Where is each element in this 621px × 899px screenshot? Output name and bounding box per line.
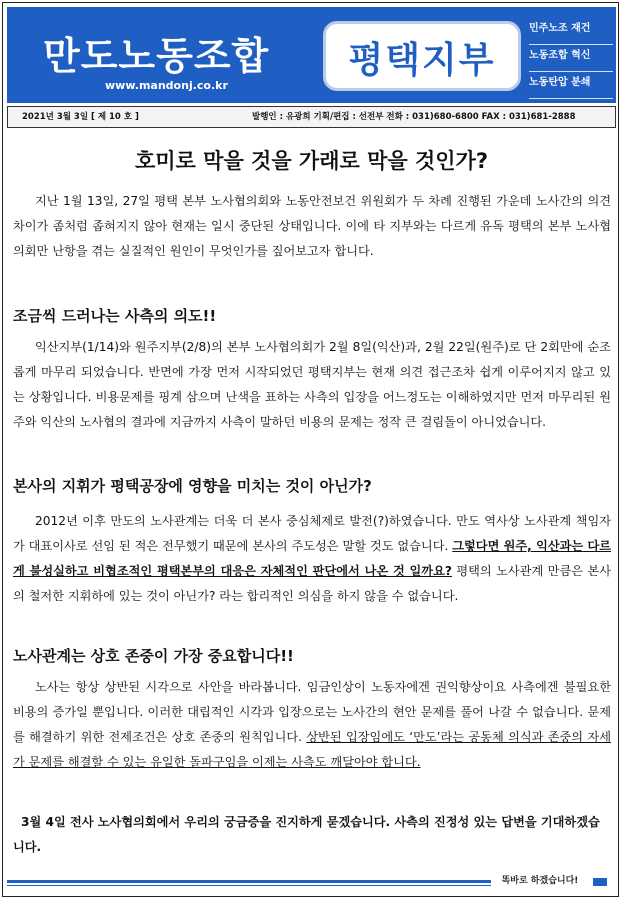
section-body-2 <box>13 509 611 609</box>
closing-statement: 3월 4일 전사 노사협의회에서 우리의 궁금증을 진지하게 묻겠습니다. 사측의 진정성 있는 답변을 기대하겠습니다. <box>13 815 600 854</box>
section-body-1: 익산지부(1/14)와 원주지부(2/8)의 본부 노사협의회가 2월 8일(익산)과, 2월 22일(원주)로 단 2회만에 순조롭게 마무리 되었습니다. 반면에 가장 먼저 시작되었던 평택지부는 현재 의견 접근조차 쉽게 이루어지지 않고 있는 상황입니다. 비용문제를 핑계 삼으며 난색을 표하는 사측의 입장을 어느정도는 이해하였지만 먼저 마무리된 원주와 익산의 노사협의 결과에 지금까지 사측이 말하던 비용의 문제는 정작 큰 걸림돌이 아니었습니다. <box>13 340 611 429</box>
intro-paragraph: 지난 1월 13일, 27일 평택 본부 노사협의회와 노동안전보건 위원회가 두 차례 진행된 가운데 노사간의 의견차이가 좀처럼 좁혀지지 않아 현재는 일시 중단된 상태입니다. 이에 타 지부와는 다르게 유독 평택의 본부 노사협의회만 난항을 겪는 실질적인 원인이 무엇인가를 짚어보고자 합니다. <box>13 194 611 258</box>
slogan-item: 민주노조 재건 <box>529 21 613 45</box>
footer-rule <box>7 885 547 886</box>
publisher-info: 발행인 : 유광희 기획/편집 : 선전부 전화 : 031)680-6800 FAX : 031)681-2888 <box>252 112 576 122</box>
section-body-3 <box>13 675 611 775</box>
issue-date: 2021년 3월 3일 [ 제 10 호 ] <box>22 112 139 122</box>
union-masthead: 만도노동조합 <box>43 34 270 78</box>
footer-end-mark <box>593 878 607 886</box>
section-body-2-text: 평택의 노사관계 만큼은 본사의 철저한 지휘하에 있는 것이 아닌가? 라는 합리적인 의심을 하지 않을 수 없습니다. <box>13 564 611 603</box>
section-title-1: 조금씩 드러나는 사측의 의도!! <box>13 307 217 325</box>
newsletter-page <box>2 2 619 897</box>
website-url: www.mandonj.co.kr <box>105 79 228 92</box>
slogan-item: 노동탄압 분쇄 <box>529 75 613 99</box>
article-headline: 호미로 막을 것을 가래로 막을 것인가? <box>134 149 489 173</box>
slogan-item: 노동조합 혁신 <box>529 48 613 72</box>
branch-badge <box>323 21 521 91</box>
section-body-2-emphasis: 그렇다면 원주, 익산과는 다르게 불성실하고 비협조적인 평택본부의 대응은 자체적인 판단에서 나온 것 일까요? <box>13 539 611 578</box>
section-title-2: 본사의 지휘가 평택공장에 영향을 미치는 것이 아닌가? <box>13 477 372 495</box>
section-body-2-text: 2012년 이후 만도의 노사관계는 더욱 더 본사 중심체제로 발전(?)하였습니다. 만도 역사상 노사관계 책임자가 대표이사로 선임 된 적은 전무했기 때문에 본사의 주도성은 말할 것도 없습니다. <box>13 514 611 553</box>
footer-motto: 똑바로 하겠습니다! <box>491 872 589 890</box>
header-banner <box>7 7 616 103</box>
section-title-3: 노사관계는 상호 존중이 가장 중요합니다!! <box>13 647 294 665</box>
section-body-3-text: 노사는 항상 상반된 시각으로 사안을 바라봅니다. 임금인상이 노동자에겐 권익향상이요 사측에겐 불필요한 비용의 증가일 뿐입니다. 이러한 대립적인 시각과 입장으로는 노사간의 현안 문제를 풀어 나갈 수 없습니다. 문제를 해결하기 위한 전제조건은 상호 존중의 원칙입니다. <box>13 680 611 744</box>
section-body-3-emphasis: 상반된 입장임에도 ‘만도’라는 공동체 의식과 존중의 자세가 문제를 해결할 수 있는 유일한 돌파구임을 이제는 사측도 깨달아야 합니다. <box>13 730 611 769</box>
issue-info-bar <box>7 106 616 128</box>
slogan-list <box>529 21 613 102</box>
branch-name: 평택지부 <box>348 40 496 81</box>
footer-rule <box>7 880 547 883</box>
footer-bar <box>7 871 616 891</box>
